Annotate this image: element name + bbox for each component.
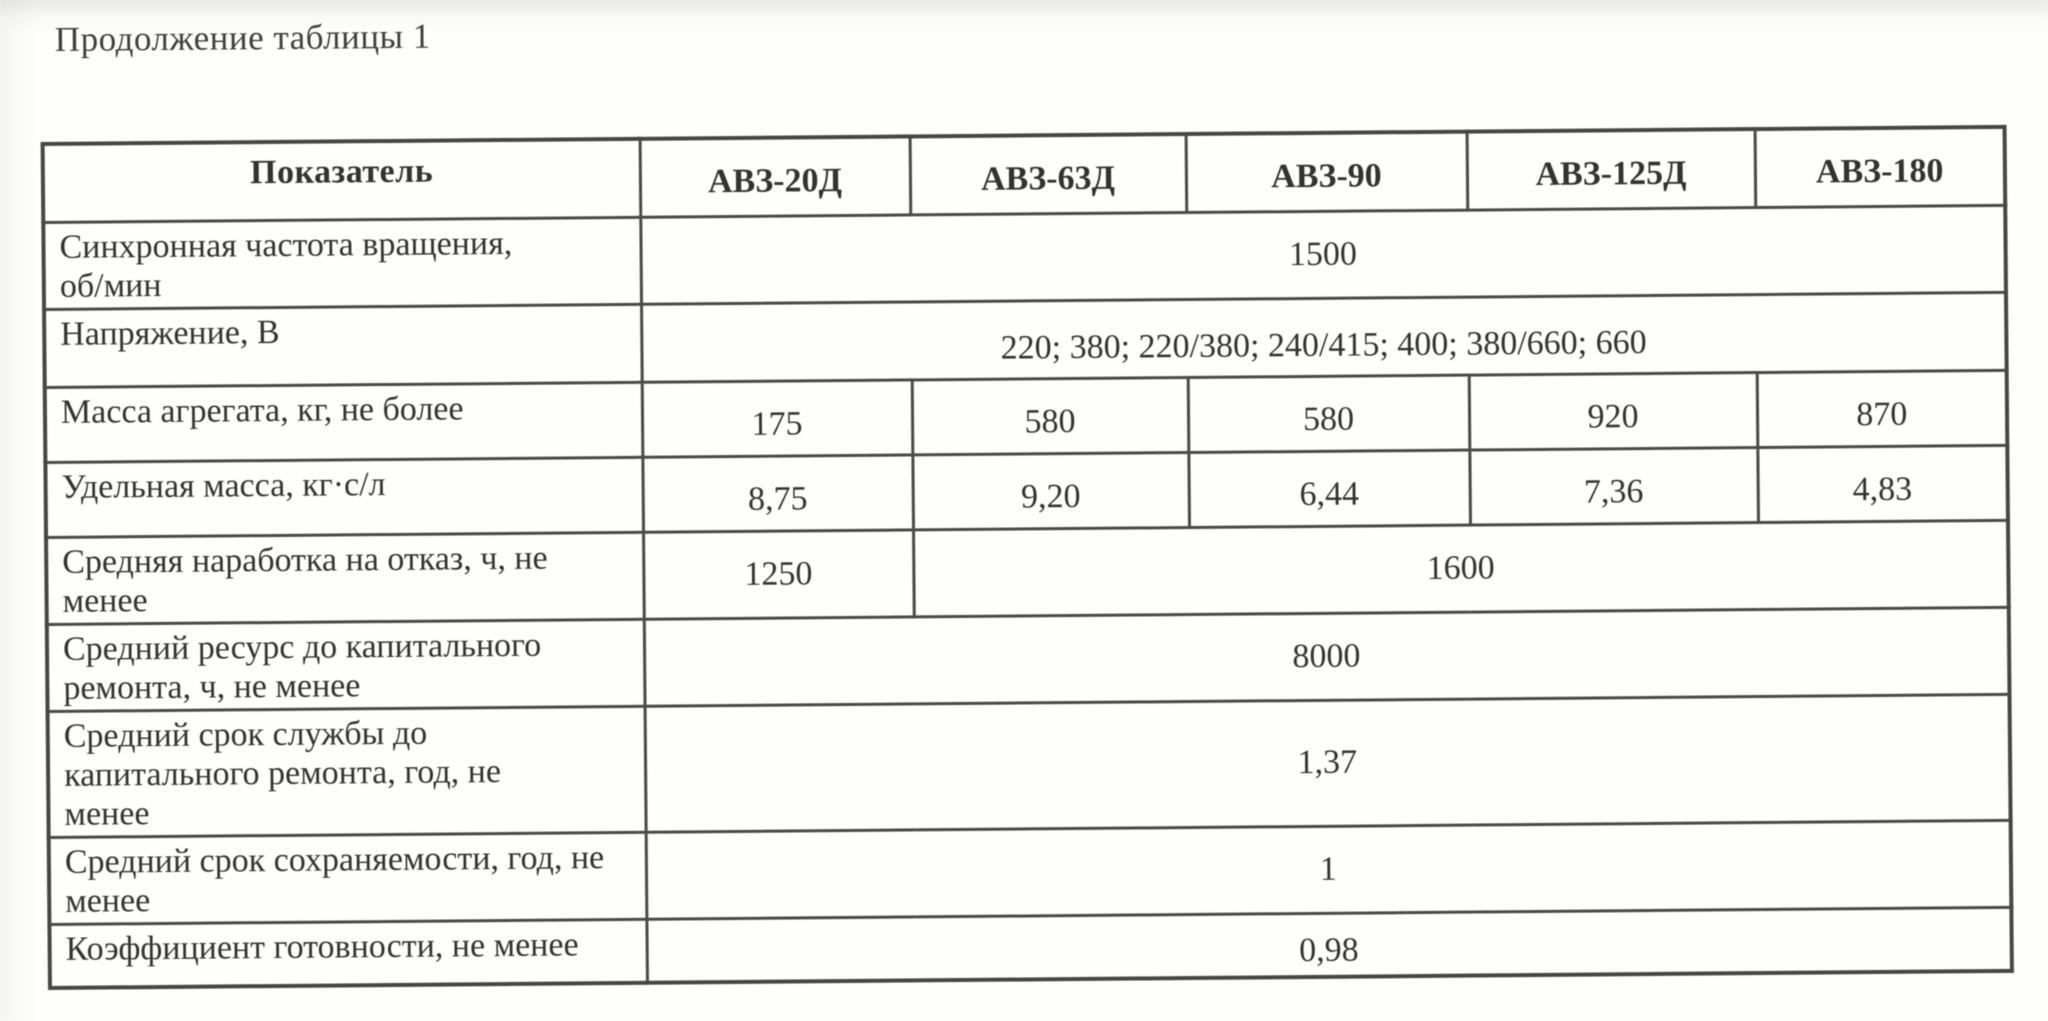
label-line: Средний срок службы до bbox=[63, 714, 428, 755]
column-header-avz-63d: АВЗ-63Д bbox=[910, 134, 1187, 214]
label-line: об/мин bbox=[59, 266, 162, 305]
label-line: менее bbox=[64, 794, 150, 833]
label-line: Напряжение, В bbox=[60, 313, 280, 353]
row-label-service-life bbox=[48, 706, 646, 837]
label-line: Удельная масса, кг·с/л bbox=[61, 465, 386, 506]
value-unit-mass-avz-125d: 920 bbox=[1469, 372, 1758, 450]
row-label-overhaul-resource bbox=[47, 619, 645, 711]
label-line: Коэффициент готовности, не менее bbox=[65, 925, 579, 968]
row-label-mtbf bbox=[46, 532, 644, 624]
value-voltage: 220; 380; 220/380; 240/415; 400; 380/660; 660 bbox=[641, 292, 2007, 382]
row-label-specific-mass bbox=[45, 457, 643, 537]
table-row bbox=[49, 820, 2012, 924]
value-unit-mass-avz-90: 580 bbox=[1188, 375, 1470, 452]
column-header-avz-180: АВЗ-180 bbox=[1755, 127, 2006, 207]
table-row bbox=[48, 694, 2011, 837]
value-specific-mass-avz-125d: 7,36 bbox=[1469, 447, 1758, 525]
label-line: Масса агрегата, кг, не более bbox=[60, 389, 464, 431]
value-unit-mass-avz-63d: 580 bbox=[912, 377, 1189, 454]
value-specific-mass-avz-63d: 9,20 bbox=[912, 452, 1189, 529]
column-header-avz-20d: АВЗ-20Д bbox=[640, 136, 911, 216]
row-label-availability-factor bbox=[49, 919, 647, 988]
label-line: менее bbox=[65, 881, 151, 920]
value-shelf-life: 1 bbox=[646, 820, 2012, 919]
value-overhaul-resource: 8000 bbox=[644, 607, 2010, 706]
table-row bbox=[43, 205, 2006, 309]
value-unit-mass-avz-20d: 175 bbox=[642, 379, 913, 456]
label-line: ремонта, ч, не менее bbox=[63, 666, 361, 707]
row-label-sync-speed bbox=[43, 217, 641, 309]
column-header-avz-125d: АВЗ-125Д bbox=[1467, 129, 1756, 210]
label-line: менее bbox=[62, 581, 148, 620]
label-line: Средняя наработка на отказ, ч, не bbox=[62, 539, 548, 581]
table-row bbox=[47, 607, 2010, 711]
spec-table bbox=[41, 125, 2014, 990]
row-label-voltage bbox=[44, 304, 642, 387]
table-row bbox=[46, 520, 2009, 624]
value-unit-mass-avz-180: 870 bbox=[1757, 370, 2008, 447]
value-mtbf-avz-20d: 1250 bbox=[643, 529, 914, 618]
value-specific-mass-avz-180: 4,83 bbox=[1757, 445, 2008, 522]
page-title: Продолжение таблицы 1 bbox=[54, 16, 431, 60]
column-header-avz-90: АВЗ-90 bbox=[1186, 132, 1468, 212]
value-availability-factor: 0,98 bbox=[646, 907, 2012, 983]
value-specific-mass-avz-20d: 8,75 bbox=[642, 454, 913, 531]
value-specific-mass-avz-90: 6,44 bbox=[1188, 450, 1470, 527]
row-label-unit-mass bbox=[45, 382, 643, 462]
label-line: Синхронная частота вращения, bbox=[59, 224, 513, 266]
value-mtbf-merged: 1600 bbox=[913, 520, 2009, 617]
value-sync-speed: 1500 bbox=[640, 205, 2006, 304]
value-service-life: 1,37 bbox=[645, 694, 2011, 832]
table-container bbox=[41, 125, 2014, 990]
column-header-indicator: Показатель bbox=[43, 139, 641, 222]
label-line: Средний срок сохраняемости, год, не bbox=[64, 838, 605, 881]
row-label-shelf-life bbox=[49, 832, 647, 924]
label-line: капитального ремонта, год, не bbox=[63, 752, 502, 794]
label-line: Средний ресурс до капитального bbox=[62, 626, 542, 668]
